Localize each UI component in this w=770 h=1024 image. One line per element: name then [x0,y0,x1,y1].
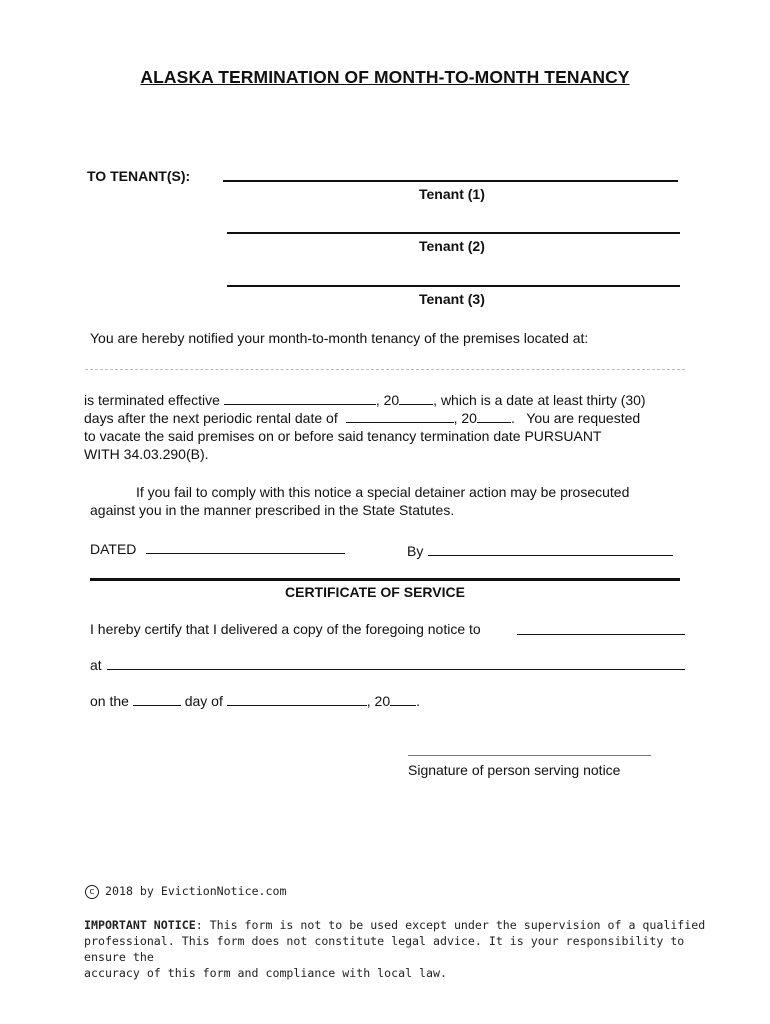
important-text-1: : This form is not to be used except under the supervision of a qualified [195,918,706,932]
on-the-label: on the [90,693,129,709]
by-label: By [407,543,424,559]
rental-date-blank[interactable] [346,409,454,423]
delivered-at-line[interactable] [107,669,685,670]
fail-comply-line-1: If you fail to comply with this notice a special detainer action may be prosecuted [136,484,630,500]
section-divider [90,578,680,581]
terminated-effective-text: is terminated effective [84,392,220,408]
copyright-line [85,883,286,899]
requested-text: . You are requested [510,410,641,426]
important-label: IMPORTANT NOTICE [84,918,196,932]
effective-date-blank[interactable] [224,391,376,405]
certify-text: I hereby certify that I delivered a copy of the foregoing notice to [90,621,481,637]
service-year-suffix: . [416,693,420,709]
service-year-blank[interactable] [390,692,416,706]
dated-label: DATED [90,541,137,557]
tenant-1-label: Tenant (1) [419,186,485,202]
delivered-to-line[interactable] [517,634,685,635]
by-signature-line[interactable] [428,555,673,556]
tenant-2-line[interactable] [227,232,680,234]
day-of-label: day of [184,693,223,709]
rental-year-blank[interactable] [477,409,511,423]
important-text-3: accuracy of this form and compliance with local law. [84,966,447,980]
vacate-text: to vacate the said premises on or before said tenancy termination date PURSUANT [84,428,602,444]
to-tenants-label: TO TENANT(S): [87,168,191,184]
server-signature-line[interactable] [408,755,651,756]
important-text-2: professional. This form does not constitute legal advice. It is your responsibility to ensure the [84,934,685,964]
service-month-blank[interactable] [227,692,367,706]
notice-intro: You are hereby notified your month-to-month tenancy of the premises located at: [90,330,589,346]
certificate-heading: CERTIFICATE OF SERVICE [285,584,465,600]
statute-text: WITH 34.03.290(B). [84,446,209,462]
important-notice [84,917,724,981]
year-prefix-text: , 20 [375,392,400,408]
signature-label: Signature of person serving notice [408,762,621,778]
fail-comply-line-2: against you in the manner prescribed in the State Statutes. [90,502,455,518]
service-year-prefix: , 20 [366,693,391,709]
effective-year-blank[interactable] [399,391,433,405]
copyright-text: 2018 by EvictionNotice.com [105,884,287,898]
termination-paragraph [84,391,694,463]
tenant-1-line[interactable] [223,180,678,182]
tenant-3-label: Tenant (3) [419,291,485,307]
at-label: at [90,657,102,673]
tenant-3-line[interactable] [227,285,680,287]
tenant-2-label: Tenant (2) [419,238,485,254]
premises-address-line[interactable] [85,369,685,370]
document-title: ALASKA TERMINATION OF MONTH-TO-MONTH TENANCY [140,67,630,87]
rental-date-text: days after the next periodic rental date of [84,410,338,426]
service-day-blank[interactable] [133,692,181,706]
thirty-days-text: , which is a date at least thirty (30) [433,392,646,408]
service-date-row [90,692,420,710]
copyright-icon: c [85,885,99,899]
dated-line[interactable] [146,553,345,554]
rental-year-prefix-text: , 20 [453,410,477,426]
